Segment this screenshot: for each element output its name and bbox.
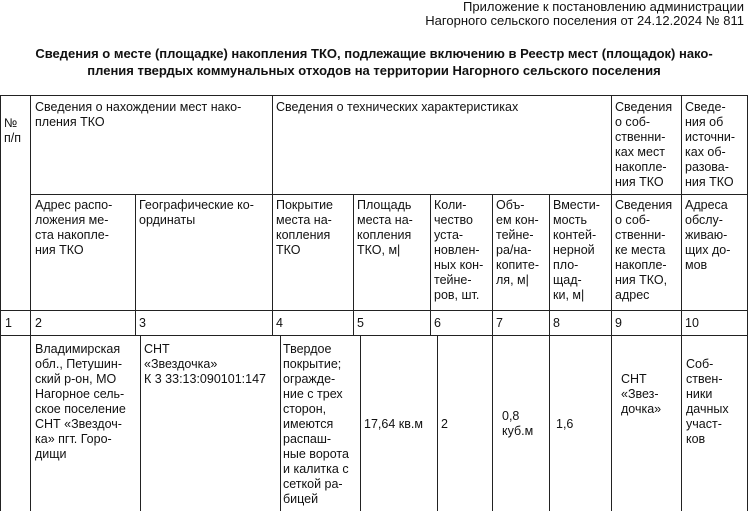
header-address: Адрес распо- ложения ме- ста накопле- ния ТКО <box>35 198 113 257</box>
header-sources-group: Сведе- ния об источни- ках об- разова- ния ТКО <box>685 100 736 189</box>
column-number: 9 <box>615 316 622 330</box>
column-number: 8 <box>553 316 560 330</box>
table-line <box>549 194 550 511</box>
table-line <box>135 194 136 335</box>
table-line <box>272 95 273 335</box>
registry-table <box>0 95 748 511</box>
table-line <box>30 95 31 511</box>
column-number: 3 <box>139 316 146 330</box>
row-site-capacity: 1,6 <box>556 417 574 431</box>
row-owner: СНТ «Звез- дочка» <box>621 372 662 416</box>
row-cover: Твердое покрытие; огражде- ние с трех сторон, имеются распаш- ные ворота и калитка с сеткой ра- бицей <box>283 342 349 506</box>
column-number: 6 <box>434 316 441 330</box>
table-line <box>280 335 281 511</box>
header-owners-group: Сведения о соб- ственни- ках мест накопле- ния ТКО <box>615 100 673 189</box>
appendix-line-1: Приложение к постановлению администрации <box>463 0 744 14</box>
table-line <box>681 95 682 511</box>
header-cover: Покрытие места на- копления ТКО <box>276 198 334 257</box>
column-number: 5 <box>357 316 364 330</box>
table-line <box>0 310 748 311</box>
table-line <box>430 194 431 335</box>
row-container-volume: 0,8 куб.м <box>502 409 534 438</box>
table-line <box>0 335 748 336</box>
table-line <box>140 335 141 511</box>
row-container-count: 2 <box>441 417 448 431</box>
column-number: 4 <box>276 316 283 330</box>
column-number: 10 <box>685 316 699 330</box>
header-site-capacity: Вмести- мость контей- нерной пло- щад- ки, м| <box>553 198 600 302</box>
header-technical-group: Сведения о технических характеристиках <box>276 100 519 114</box>
header-coordinates: Географические ко- ординаты <box>139 198 254 227</box>
column-number: 2 <box>35 316 42 330</box>
row-address: Владимирская обл., Петушин- ский р-он, МО Нагорное сель- ское поселение СНТ «Звездоч- ка» пгт. Горо- дищи <box>35 342 126 461</box>
header-container-count: Коли- чество уста- новлен- ных кон- тейне- ров, шт. <box>434 198 484 302</box>
table-border-left <box>0 95 1 511</box>
column-number: 7 <box>496 316 503 330</box>
appendix-line-2: Нагорного сельского поселения от 24.12.2024 № 811 <box>425 13 744 28</box>
column-number: 1 <box>5 316 12 330</box>
header-num: № п/п <box>4 116 22 145</box>
row-served-addresses: Соб- ствен- ники дачных участ- ков <box>686 357 729 446</box>
table-line <box>492 194 493 511</box>
table-line <box>360 335 361 511</box>
row-coordinates: СНТ «Звездочка» К 3 33:13:090101:147 <box>144 342 266 386</box>
table-line <box>611 95 612 511</box>
header-area: Площадь места на- копления ТКО, м| <box>357 198 413 257</box>
header-location-group: Сведения о нахождении мест нако- пления ТКО <box>35 100 242 129</box>
header-owner-info: Сведения о соб- ственни- ке места накопле- ния ТКО, адрес <box>615 198 673 302</box>
title-line-1: Сведения о месте (площадке) накопления ТКО, подлежащие включению в Реестр мест (площадок) нако- <box>35 46 713 61</box>
table-line <box>30 194 748 195</box>
header-container-volume: Объ- ем кон- тейне- ра/на- копите- ля, м| <box>496 198 540 287</box>
table-border-top <box>0 95 748 96</box>
title-line-2: пления твердых коммунальных отходов на территории Нагорного сельского поселения <box>87 63 661 78</box>
table-line <box>437 335 438 511</box>
appendix-note <box>425 0 744 28</box>
table-line <box>353 194 354 335</box>
document-title <box>4 45 744 79</box>
header-served-addresses: Адреса обслу- живаю- щих до- мов <box>685 198 731 272</box>
row-area: 17,64 кв.м <box>364 417 423 431</box>
